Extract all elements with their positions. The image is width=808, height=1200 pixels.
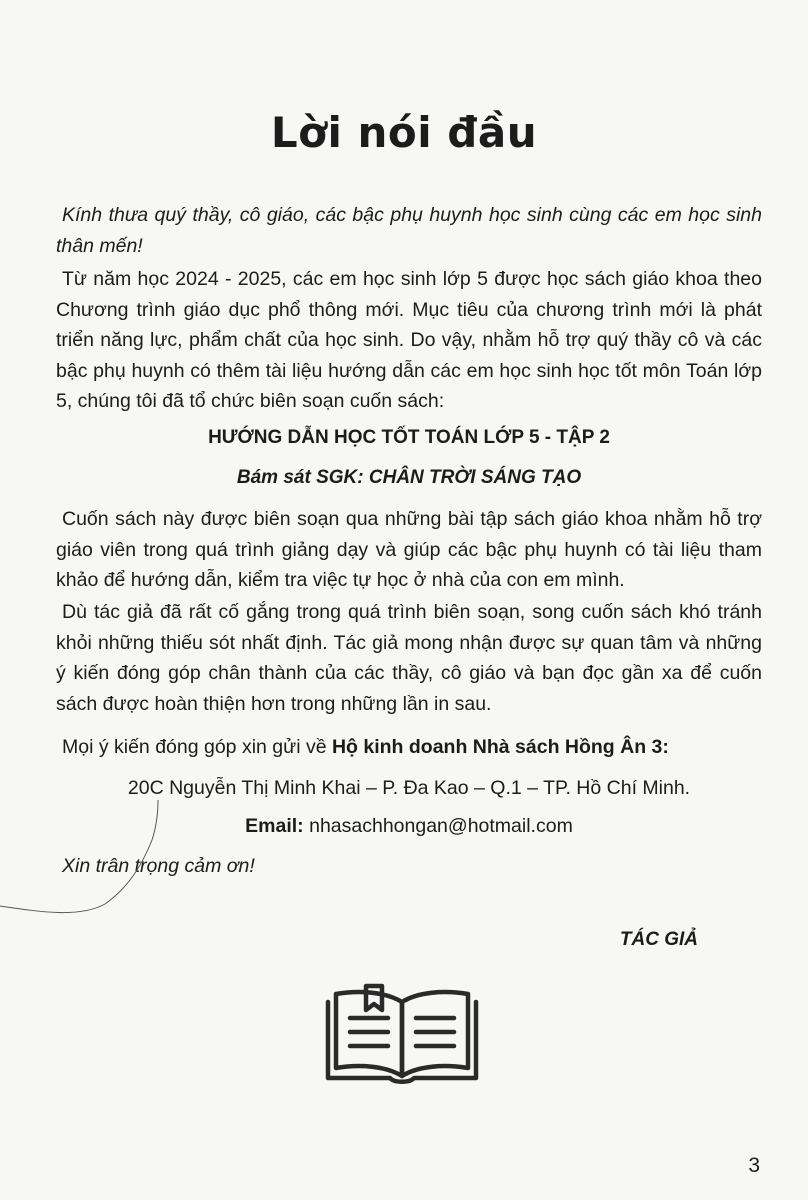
book-title: HƯỚNG DẪN HỌC TỐT TOÁN LỚP 5 - TẬP 2 (208, 427, 610, 448)
email-address: nhasachhongan@hotmail.com (309, 815, 573, 837)
page-title: Lời nói đầu (270, 108, 538, 157)
email-label: Email: (245, 815, 304, 837)
publisher-name: Hộ kinh doanh Nhà sách Hồng Ân 3 (331, 736, 663, 758)
purpose-paragraph: Cuốn sách này được biên soạn qua những bài tập sách giáo khoa nhằm hỗ trợ giáo viên trong quá trình giảng dạy và giúp các bậc phụ huynh có tài liệu tham khảo để hướng dẫn, kiểm tra việc tự học ở nhà của con em mình. (56, 508, 762, 591)
pencil-scratch-mark (0, 800, 170, 920)
contact-prefix: Mọi ý kiến đóng góp xin gửi về (62, 736, 332, 758)
intro-paragraph: Từ năm học 2024 - 2025, các em học sinh lớp 5 được học sách giáo khoa theo Chương trình giáo dục phổ thông mới. Mục tiêu của chương trình mới là phát triển năng lực, phẩm chất của học sinh. Do vậy, nhằm hỗ trợ quý thầy cô và các bậc phụ huynh có thêm tài liệu hướng dẫn các em học sinh học tốt môn Toán lớp 5, chúng tôi đã tổ chức biên soạn cuốn sách: (56, 268, 762, 412)
page-number: 3 (748, 1154, 760, 1177)
thanks-line: Xin trân trọng cảm ơn! (62, 855, 255, 877)
contact-line (56, 732, 762, 763)
greeting-paragraph: Kính thưa quý thầy, cô giáo, các bậc phụ huynh học sinh cùng các em học sinh thân mến! (56, 204, 762, 257)
open-book-icon (320, 982, 484, 1086)
author-signature: TÁC GIẢ (619, 929, 698, 950)
address-line: 20C Nguyễn Thị Minh Khai – P. Đa Kao – Q.1 – TP. Hồ Chí Minh. (127, 777, 691, 799)
contact-suffix: : (662, 736, 669, 758)
book-subtitle: Bám sát SGK: CHÂN TRỜI SÁNG TẠO (236, 467, 582, 488)
apology-paragraph: Dù tác giả đã rất cố gắng trong quá trình biên soạn, song cuốn sách khó tránh khỏi những thiếu sót nhất định. Tác giả mong nhận được sự quan tâm và những ý kiến đóng góp chân thành của các thầy, cô giáo và bạn đọc gần xa để cuốn sách được hoàn thiện hơn trong những lần in sau. (56, 601, 762, 715)
